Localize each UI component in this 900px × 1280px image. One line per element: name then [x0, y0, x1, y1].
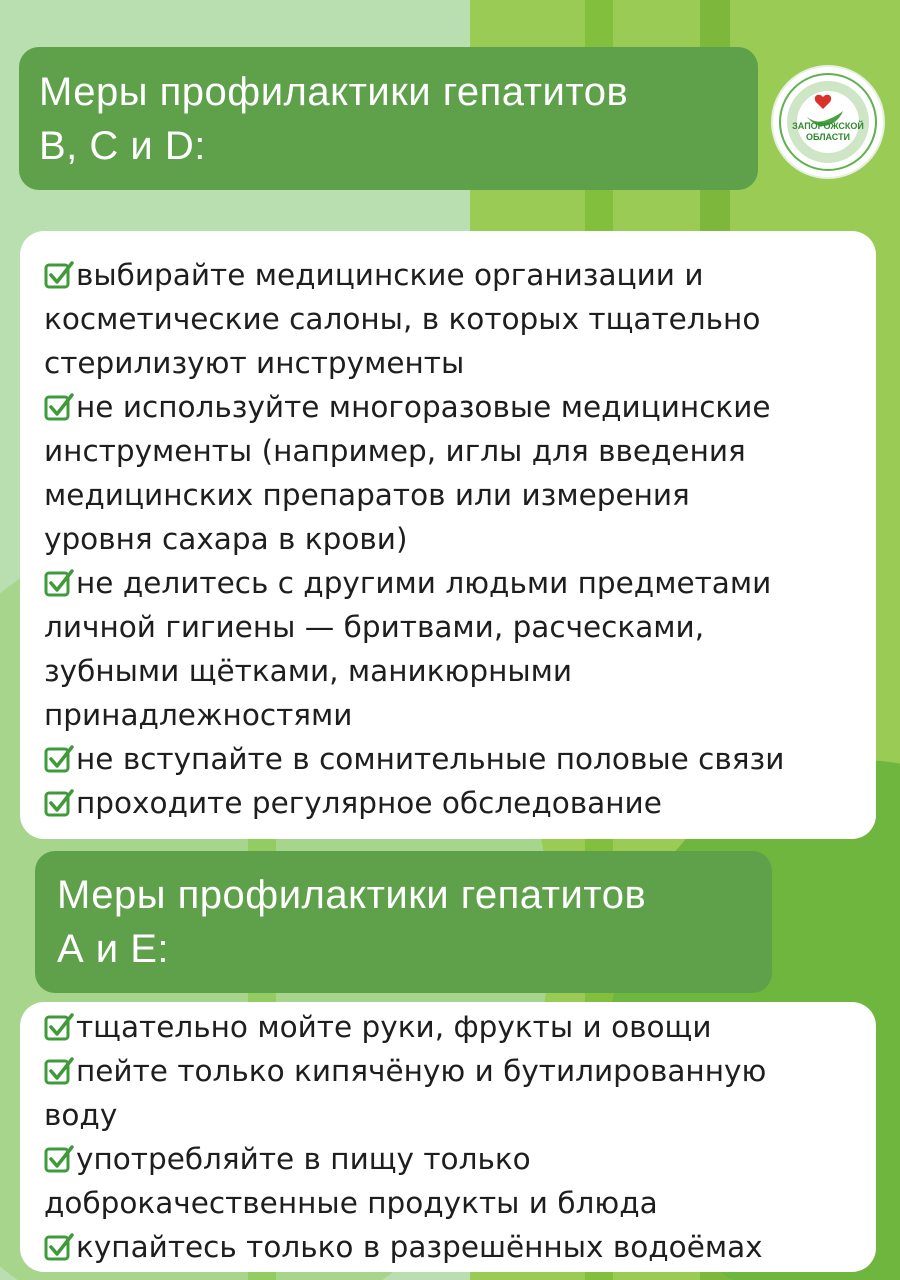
section1-list — [20, 231, 876, 839]
section1-title — [19, 47, 758, 190]
list-item — [44, 1225, 876, 1269]
list-item-line: воду — [44, 1098, 118, 1132]
logo-text-line: ЗАПОРОЖСКОЙ — [792, 121, 864, 131]
list-item-line — [44, 1225, 876, 1269]
list-item-line: уровня сахара в крови) — [44, 522, 408, 556]
list-item — [44, 561, 876, 737]
logo-text — [773, 121, 883, 143]
list-item-text: проходите регулярное обследование — [76, 786, 662, 820]
list-item-line: зубными щётками, маникюрными — [44, 654, 573, 688]
check-icon — [44, 744, 74, 774]
list-item-text: не делитесь с другими людьми предметами — [76, 566, 772, 600]
check-icon — [44, 1232, 74, 1262]
section2-title-line: А и Е: — [57, 927, 170, 971]
logo — [773, 67, 883, 177]
list-item-text: не используйте многоразовые медицинские — [76, 390, 771, 424]
list-item — [44, 1049, 876, 1137]
check-icon — [44, 392, 74, 422]
section2-list — [20, 1002, 876, 1272]
list-item-line — [44, 1137, 876, 1181]
list-item — [44, 781, 876, 825]
list-item-line: инструменты (например, иглы для введения — [44, 434, 746, 468]
list-item — [44, 1005, 876, 1049]
list-item — [44, 737, 876, 781]
check-icon — [44, 568, 74, 598]
check-icon — [44, 788, 74, 818]
list-item-line: стерилизуют инструменты — [44, 346, 465, 380]
section1-title-line: Меры профилактики гепатитов — [39, 70, 629, 114]
list-item-line — [44, 253, 876, 297]
list-item-text: употребляйте в пищу только — [76, 1142, 531, 1176]
list-item-line — [44, 1005, 876, 1049]
list-item-line — [44, 1049, 876, 1093]
check-icon — [44, 1056, 74, 1086]
section2-title-line: Меры профилактики гепатитов — [57, 873, 647, 917]
list-item-line: принадлежностями — [44, 698, 353, 732]
list-item-line — [44, 561, 876, 605]
list-item-line — [44, 737, 876, 781]
list-item — [44, 253, 876, 385]
section2-title — [35, 851, 772, 993]
logo-text-line: ОБЛАСТИ — [805, 132, 851, 142]
section1-title-line: В, С и D: — [39, 124, 206, 168]
list-item-text: пейте только кипячёную и бутилированную — [76, 1054, 767, 1088]
list-item — [44, 1137, 876, 1225]
list-item-line: личной гигиены — бритвами, расческами, — [44, 610, 705, 644]
list-item-line: доброкачественные продукты и блюда — [44, 1186, 658, 1220]
list-item-line — [44, 385, 876, 429]
list-item-text: купайтесь только в разрешённых водоёмах — [76, 1230, 763, 1264]
check-icon — [44, 260, 74, 290]
list-item — [44, 385, 876, 561]
list-item-line: косметические салоны, в которых тщательно — [44, 302, 761, 336]
list-item-text: выбирайте медицинские организации и — [76, 258, 704, 292]
check-icon — [44, 1012, 74, 1042]
list-item-text: не вступайте в сомнительные половые связи — [76, 742, 785, 776]
list-item-text: тщательно мойте руки, фрукты и овощи — [76, 1010, 712, 1044]
list-item-line: медицинских препаратов или измерения — [44, 478, 690, 512]
check-icon — [44, 1144, 74, 1174]
list-item-line — [44, 781, 876, 825]
